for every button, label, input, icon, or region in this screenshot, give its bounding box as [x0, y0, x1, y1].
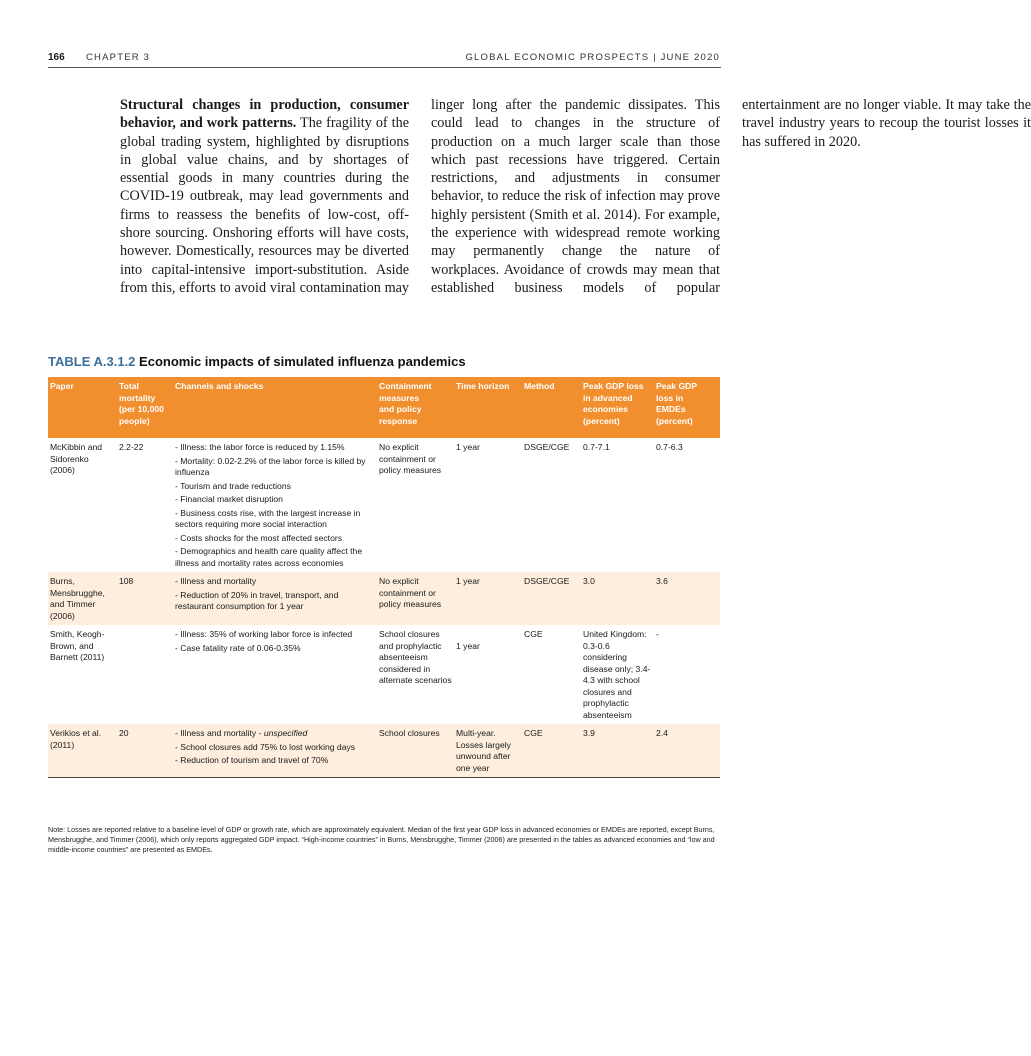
cell-advanced: 3.9	[581, 724, 654, 778]
table-note: Note: Losses are reported relative to a baseline level of GDP or growth rate, which are approximately equivalent. Median of the first year GDP loss in advanced economies or EMDEs are reported, except Burns, Mensbrugghe, and Timmer (2006), which only reports aggregated GDP impact. “High-income countries” in Burns, Mensbrugghe, Timmer (2006) are presented in the tables as advanced economies and “low and middle-income countries” are presented as EMDEs.	[48, 825, 715, 854]
cell-paper: McKibbin and Sidorenko (2006)	[50, 442, 103, 475]
table-row	[48, 438, 720, 572]
cell-emde: 0.7-6.3	[656, 442, 683, 452]
header-rule	[48, 67, 721, 68]
cell-method: DSGE/CGE	[524, 442, 570, 452]
cell-advanced: 3.0	[581, 572, 654, 625]
cell-channels: - Illness: 35% of working labor force is infected - Case fatality rate of 0.06-0.35%	[175, 629, 353, 653]
body-text	[120, 96, 1031, 314]
pandemic-impacts-table	[48, 377, 720, 778]
cell-advanced: United Kingdom: 0.3-0.6 considering disease only; 3.4-4.3 with school closures and prophylactic absenteeism	[583, 629, 651, 720]
cell-paper: Smith, Keogh-Brown, and Barnett (2011)	[50, 629, 105, 662]
table-row	[48, 724, 720, 778]
header-advanced-gdp-loss: Peak GDP loss in advanced economies (percent)	[581, 377, 654, 438]
paragraph-lead: Structural changes in production, consumer behavior, and work patterns.	[120, 97, 409, 132]
page-number: 166	[48, 52, 65, 63]
chapter-label: CHAPTER 3	[86, 52, 151, 63]
cell-containment: No explicit containment or policy measures	[377, 572, 454, 625]
table-caption: Economic impacts of simulated influenza pandemics	[139, 354, 466, 369]
cell-emde: 2.4	[654, 724, 720, 778]
cell-method: CGE	[522, 724, 581, 778]
header-time-horizon: Time horizon	[454, 377, 522, 438]
running-title: GLOBAL ECONOMIC PROSPECTS | JUNE 2020	[465, 52, 720, 63]
cell-paper: Burns, Mensbrugghe, and Timmer (2006)	[48, 572, 117, 625]
cell-containment: No explicit containment or policy measures	[379, 442, 442, 475]
table-number: TABLE A.3.1.2	[48, 354, 136, 369]
header-paper: Paper	[48, 377, 117, 438]
cell-containment: School closures and prophylactic absenteeism considered in alternate scenarios	[379, 629, 452, 685]
table-header-row	[48, 377, 720, 438]
header-emde-gdp-loss: Peak GDP loss in EMDEs (percent)	[654, 377, 720, 438]
cell-method: DSGE/CGE	[522, 572, 581, 625]
cell-method: CGE	[524, 629, 543, 639]
cell-mortality: 108	[117, 572, 173, 625]
paragraph-text: The fragility of the global trading system, highlighted by disruptions in global value chains, and by shortages of essential goods in many countries during the COVID-19 outbreak, may lead governments and firms to reassess the benefits of low-cost, off-shore sourcing. Onshoring efforts will have costs, however. Domestically, resources may be diverted into capital-intensive import-substitution. Aside from this, efforts to avoid viral contamination may linger long after the pandemic dissipates. This could lead to changes in the structure of production on a much larger scale than those which past recessions have triggered. Certain restrictions, and adjustments in consumer behavior, to reduce the risk of infection may prove highly persistent (Smith et al. 2014). For example, the experience with widespread remote working may permanently change the nature of workplaces. Avoidance of crowds may mean that established business models of popular entertainment are no longer viable. It may take the travel industry years to recoup the tourist losses it has suffered in 2020.	[120, 97, 1031, 296]
cell-paper: Verikios et al. (2011)	[48, 724, 117, 778]
table-row	[48, 572, 720, 625]
cell-advanced: 0.7-7.1	[583, 442, 610, 452]
header-method: Method	[522, 377, 581, 438]
cell-channels: - Illness: the labor force is reduced by 1.15% - Mortality: 0.02-2.2% of the labor force is killed by influenza - Tourism and trade reductions - Financial market disruption - Business costs rise, with the largest increase in sectors requiring more social interaction - Costs shocks for the most affected sectors - Demographics and health care quality affect the illness and mortality rates across economies	[175, 442, 366, 568]
cell-containment: School closures	[377, 724, 454, 778]
cell-mortality: 20	[117, 724, 173, 778]
header-channels: Channels and shocks	[173, 377, 377, 438]
header-containment: Containment measures and policy response	[377, 377, 454, 438]
table-title	[48, 354, 466, 369]
cell-emde: -	[656, 629, 659, 639]
cell-emde: 3.6	[654, 572, 720, 625]
cell-mortality	[117, 625, 173, 724]
cell-channels: - Illness and mortality - Reduction of 20% in travel, transport, and restaurant consumption for 1 year	[173, 572, 377, 625]
cell-channels: - Illness and mortality - unspecified - School closures add 75% to lost working days - Reduction of tourism and travel of 70%	[173, 724, 377, 778]
cell-horizon: 1 year	[456, 641, 480, 651]
cell-horizon: 1 year	[454, 572, 522, 625]
table-row	[48, 625, 720, 724]
page-header	[48, 52, 720, 66]
body-paragraph	[120, 96, 1031, 314]
cell-mortality: 2.2-22	[119, 442, 144, 452]
header-mortality: Total mortality (per 10,000 people)	[117, 377, 173, 438]
cell-horizon: 1 year	[456, 442, 480, 452]
channel-line-illness: - Illness and mortality - unspecified	[175, 728, 308, 738]
cell-horizon: Multi-year. Losses largely unwound after one year	[454, 724, 522, 778]
